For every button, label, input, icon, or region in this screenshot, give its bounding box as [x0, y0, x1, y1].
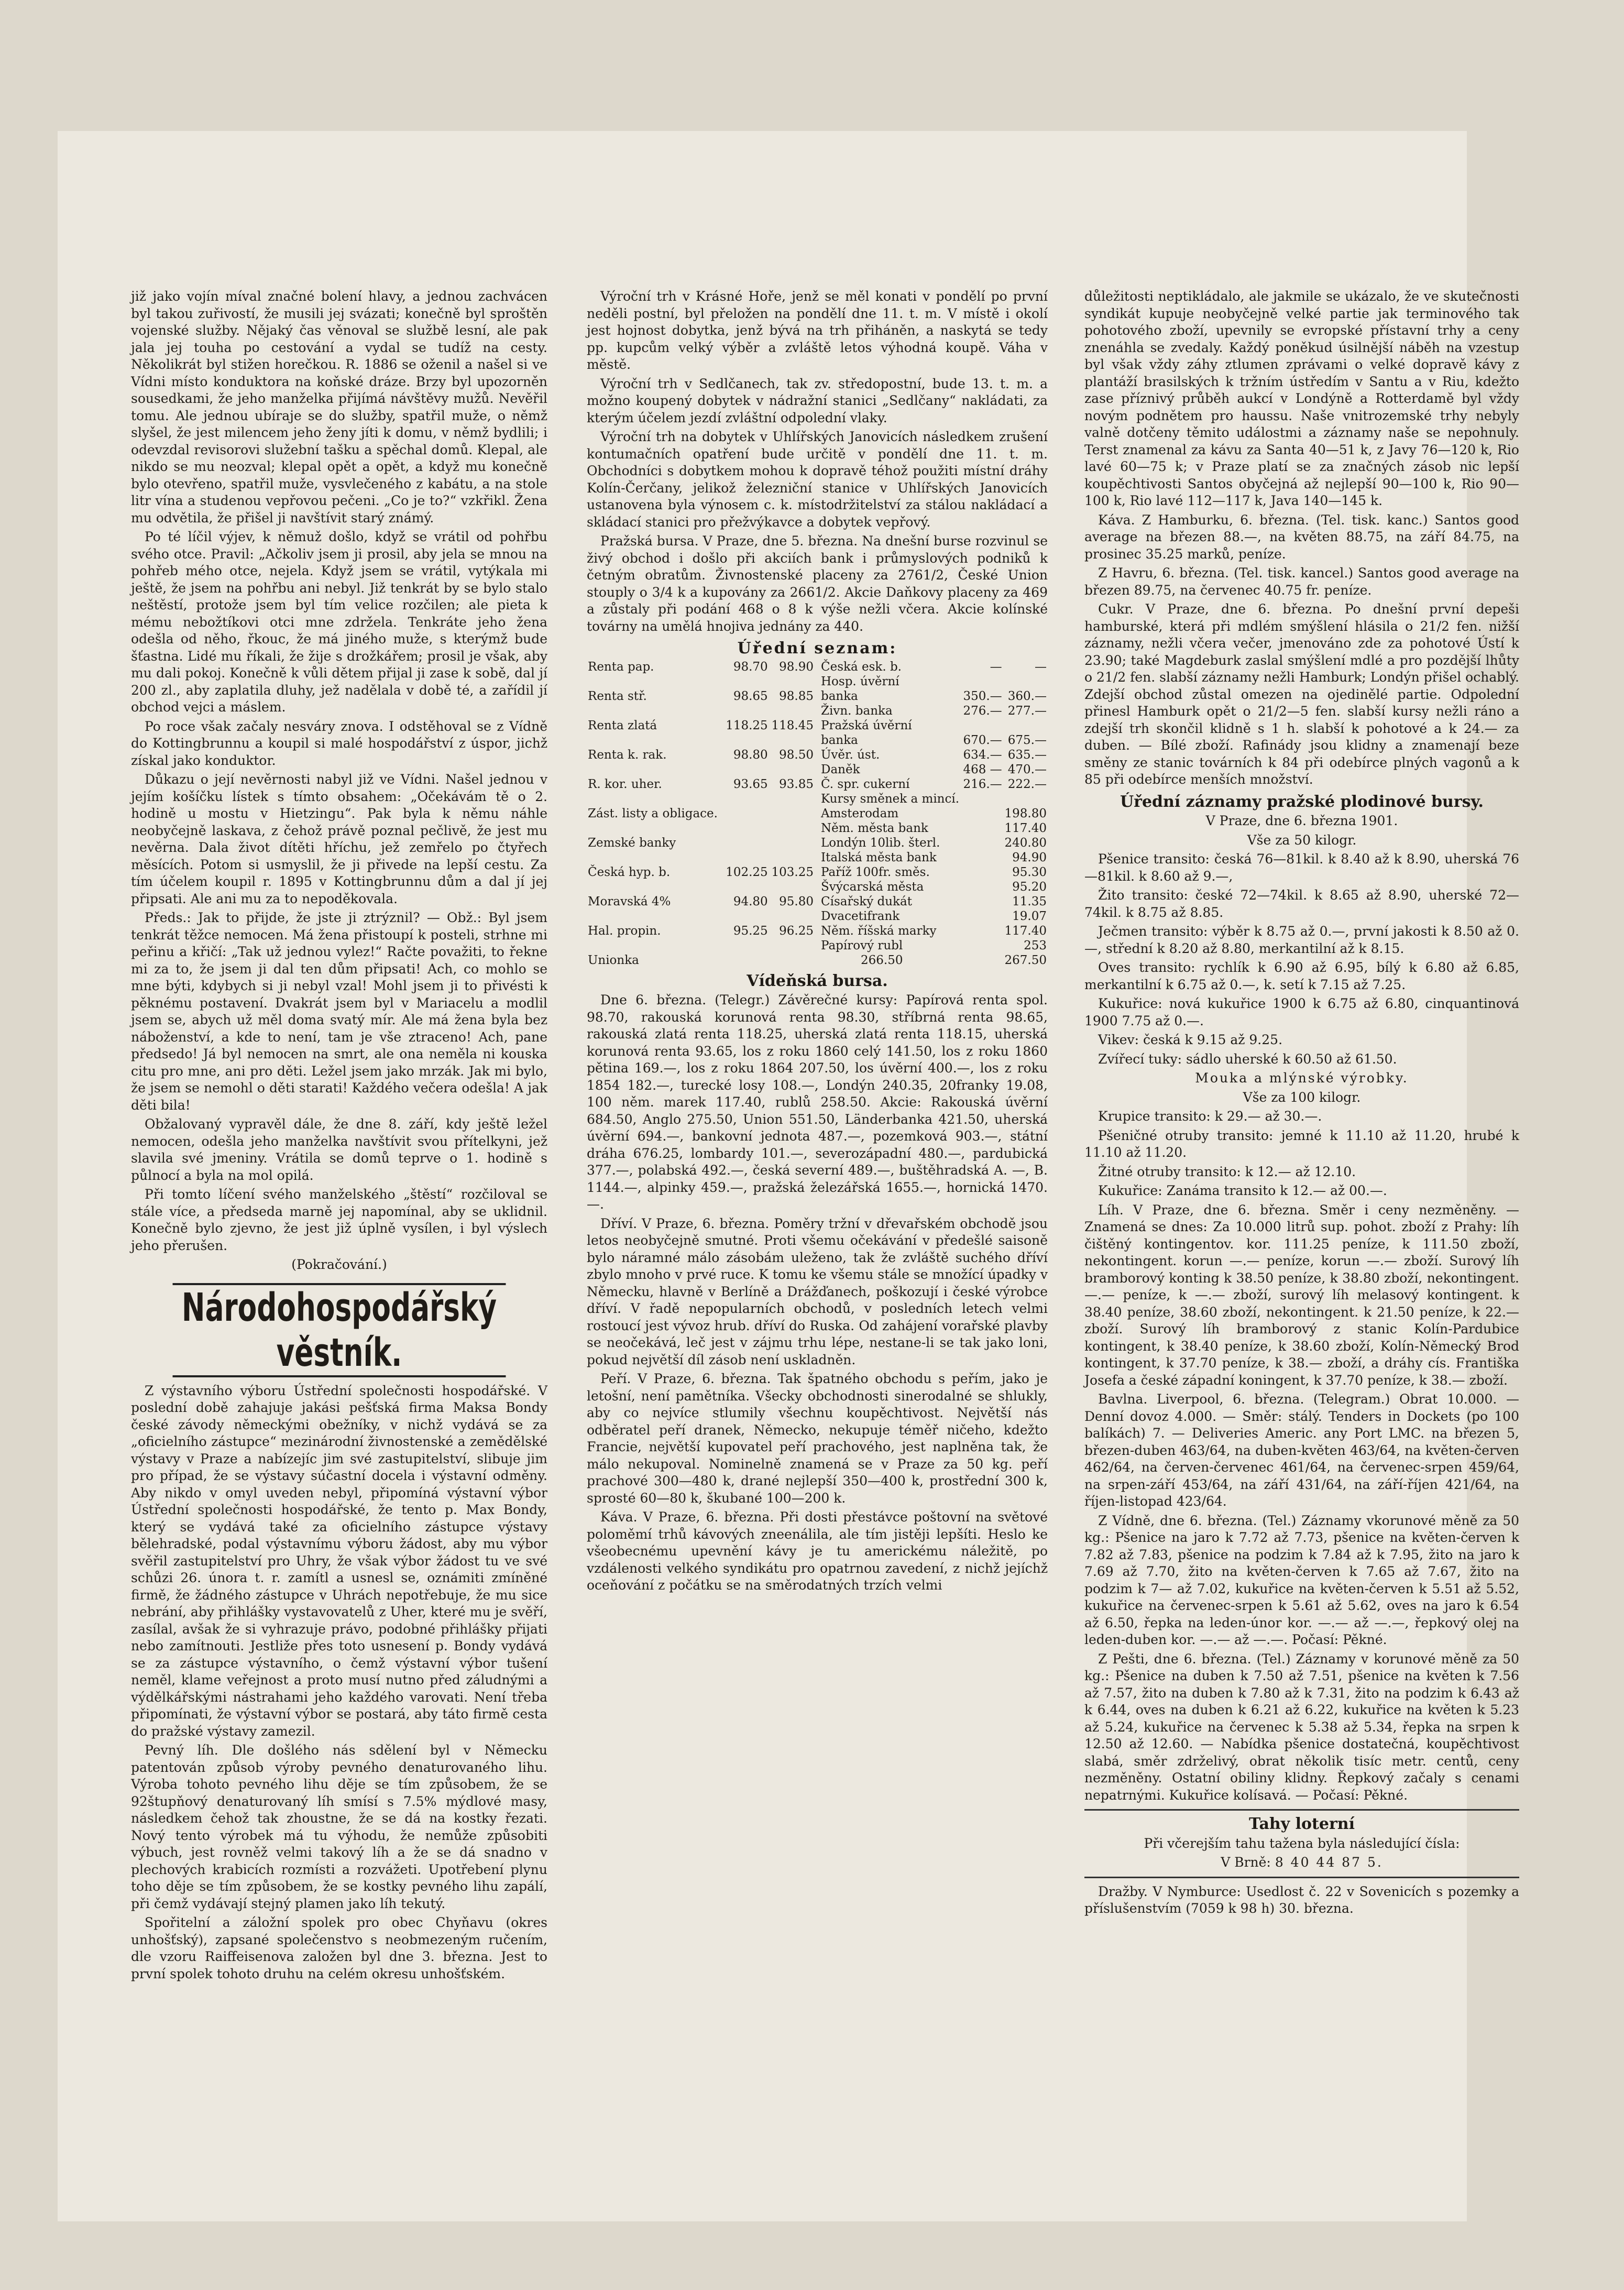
price-cell: 103.25 [771, 865, 814, 879]
price-cell: 634.— [963, 748, 1002, 762]
price-cell: Zemské banky [588, 836, 676, 850]
price-cell [962, 938, 1003, 953]
price-cell: 276.— [963, 704, 1002, 718]
price-row [820, 689, 1048, 704]
price-row [587, 836, 815, 865]
price-cell: Česká hyp. b. [588, 865, 671, 879]
price-cell: Kursy směnek a mincí. [821, 792, 960, 806]
price-cell [1003, 718, 1048, 733]
price-cell: 266.50 [861, 953, 903, 967]
price-row [820, 777, 1048, 792]
price-cell: 470.— [1007, 762, 1047, 776]
price-cell [962, 792, 1003, 806]
price-row [820, 938, 1048, 953]
price-cell: Živn. banka [821, 704, 893, 718]
column-2 [587, 288, 1048, 1596]
price-row [820, 704, 1048, 718]
price-cell: Hal. propin. [588, 924, 661, 938]
price-cell: Renta k. rak. [588, 748, 667, 762]
price-cell [962, 924, 1003, 938]
market-report: Z Havru, 6. března. (Tel. tisk. kancel.) Santos good average na březen 89.75, na červenec 40.75 fr. peníze. [1084, 565, 1519, 598]
price-cell [962, 865, 1003, 880]
price-row [587, 894, 815, 924]
price-cell: 95.30 [1012, 865, 1047, 879]
price-cell: Zást. listy a obligace. [588, 806, 718, 820]
price-cell: 118.45 [771, 718, 814, 732]
divider [1084, 1809, 1519, 1811]
stock-price-table [820, 660, 1048, 953]
price-cell [769, 806, 815, 836]
commodity-line: Žitné otruby transito: k 12.— až 12.10. [1098, 1164, 1356, 1179]
price-cell: 11.35 [1012, 894, 1047, 908]
market-report: Výroční trh v Sedlčanech, tak zv. středopostní, bude 13. t. m. a možno koupený dobytek v nádražní stanici „Sedlčany“ nakládati, za kterým účelem jezdí zvláštní odpolední vlaky. [587, 376, 1048, 425]
market-report: Káva. V Praze, 6. března. Při dosti přestávce poštovní na světové poloměmí trhů kávových zneenálila, ale tím jistěji lepšíti. Heslo ke všeobecnému upevnění kávy je tu americkému náležitě, po vzdálenosti velkého syndikátu pro opatrnou zavedení, z nichž jejíchž oceňování z počátku se na směrodatných trzích velmi [587, 1509, 1048, 1593]
price-row [587, 660, 815, 689]
auction-notice: Dražby. V Nymburce: Usedlost č. 22 v Sovenicích s pozemky a příslušenstvím (7059 k 98 h) 30. března. [1084, 1883, 1519, 1916]
price-cell: 277.— [1007, 704, 1047, 718]
price-cell: 95.20 [1012, 880, 1047, 894]
price-cell: 98.90 [779, 660, 814, 674]
market-report: Dříví. V Praze, 6. března. Poměry tržní v dřevařském obchodě jsou letos neobyčejně smutné. Proti všemu očekávání v předešlé saisoně bylo náramné málo zásobám uleženo, tak že zvláště suchého dříví zbylo mnoho v prvé ruce. K tomu ke všemu stále se množící úpadky v Německu, hlavně v Berlíně a Drážďanech, poškozují i české výrobce dříví. V řadě nepopularních obchodů, v posledních letech velmi rostoucí jest vývoz hrub. dříví do Ruska. Od zahájení vorařské plavby se neočekává, leč jest v zájmu trhu lépe, nestane-li se tak jako loni, pokud největší díl zásob není uskladněn. [587, 1215, 1048, 1367]
market-report: Bavlna. Liverpool, 6. března. (Telegram.) Obrat 10.000. — Denní dovoz 4.000. — Směr: stálý. Tenders in Dockets (po 100 balíkách) 7. — Deliveries Americ. any Port LMC. na březen 5, březen-duben 463/64, na duben-květen 463/64, na květen-červen 462/64, na červen-červenec 461/64, na červenec-srpen 459/64, na srpen-září 453/64, na září 431/64, na září-říjen 421/64, na říjen-listopad 423/64. [1084, 1391, 1519, 1509]
column-1 [131, 288, 547, 1985]
price-cell [962, 850, 1003, 865]
price-cell: Císařský dukát [821, 894, 912, 908]
price-cell: 267.50 [1004, 953, 1047, 967]
price-cell: 468 — [963, 762, 1002, 776]
price-row [587, 806, 815, 836]
price-row [820, 660, 1048, 674]
price-row [820, 718, 1048, 733]
price-cell [962, 909, 1003, 924]
lottery-numbers: 8 40 44 87 5. [1275, 1855, 1383, 1870]
price-row [820, 821, 1048, 836]
article-paragraph: Předs.: Jak to přijde, že jste ji ztrýznil? — Obž.: Byl jsem tenkrát těžce nemocen. Má žena přistoupí k posteli, strhne mi peřinu a křičí: „Tak už jednou vylez!“ Račte považiti, to řekne mi za to, že jsem ji dal ten dům připsati! Ach, co mohlo se mne býti, kdybych si ji nebyl vzal! Mohl jsem ji to přivésti k pěknému postavení. Dvakrát jsem byl v Mariacelu a modlil jsem se, abych už měl doma svatý mír. Ale má žena byla bez náboženství, a kde to není, tam je vše ztraceno! Ach, pane předsedo! Já byl nemocen na smrt, ale ona neměla ni kouska citu pro mne, ani pro děti. Ležel jsem jako mrzák. Jak mi bylo, že jsem se nemohl o děti starati! Každého večera odešla! A jak děti bila! [131, 910, 547, 1113]
price-cell: 253 [1024, 938, 1047, 952]
price-row [587, 689, 815, 718]
price-cell [1003, 674, 1048, 689]
price-cell [962, 836, 1003, 850]
price-row [587, 748, 815, 777]
market-report: Dne 6. března. (Telegr.) Závěrečné kursy: Papírová renta spol. 98.70, rakouská korunová renta 98.30, stříbrná renta 98.65, rakouská zlatá renta 118.25, uherská zlatá renta 118.15, uherská korunová renta 93.65, los z roku 1860 celý 141.50, los z roku 1860 pětina 169.—, los z roku 1864 207.50, los úvěrní 400.—, los z roku 1854 182.—, turecké losy 108.—, Londýn 240.35, 20franky 19.08, 100 něm. marek 117.40, rublů 258.50. Akcie: Rakouská úvěrní 684.50, Anglo 275.50, Union 551.50, Länderbanka 421.50, uherská úvěrní 694.—, bankovní jednota 487.—, pozemková 903.—, státní dráha 676.25, lombardy 101.—, severozápadní 480.—, pardubická 377.—, polabská 492.—, česká severní 489.—, buštěhradská A. —, B. 1144.—, alpinky 459.—, pražská železářská 1655.—, hornická 1470.—. [587, 992, 1048, 1212]
market-report: důležitosti neptikládalo, ale jakmile se ukázalo, že ve skutečnosti syndikát kupuje neobyčejně velké partie jak terminového tak pohotového zboží, upevnily se evropské přístavní trhy a ceny znenáhla se zvedaly. Každý poněkud úsilnější náběh na vzestup byl však vždy záhy ztlumen zprávami o velké dopravě kávy z plantáží brasilských k tržním ústředím v Santu a v Riu, kdežto zase příznivý průběh aukcí v Londýně a Rotterdamě byl vždy novým podnětem pro haussu. Naše vnitrozemské trhy nebyly valně dotčeny těmito událostmi a záznamy naše se nepohnuly. Terst znamenal za kávu za Santa 40—51 k, z Javy 76—120 k, Rio lavé 60—75 k; v Praze platí se za značných zásob nic lepší koupěchtivosti Santos obyčejná až nejlepší 90—100 k, Rio 90—100 k, Rio lavé 112—117 k, Java 140—145 k. [1084, 289, 1519, 508]
price-cell: Dvacetifrank [821, 909, 900, 923]
article-paragraph: Při tomto líčení svého manželského „štěstí“ rozčiloval se stále více, a předseda marně jej napomínal, aby se uklidnil. Konečně bylo zjevno, že jest již úplně vysílen, i byl výslech jeho přerušen. [131, 1187, 547, 1253]
market-date: V Praze, dne 6. března 1901. [1205, 813, 1398, 828]
newspaper-page [58, 131, 1519, 2221]
continued-note: (Pokračování.) [291, 1257, 387, 1272]
price-cell [962, 674, 1003, 689]
market-report: Z Pešti, dne 6. března. (Tel.) Záznamy v korunové měně za 50 kg.: Pšenice na duben k 7.50 až 7.51, pšenice na květen k 7.56 až 7.57, žito na duben k 7.80 až k 7.31, žito na podzim k 6.43 až k 6.44, oves na duben k 6.21 až 6.22, kukuřice na květen k 5.23 až 5.24, kukuřice na červenec k 5.38 až 5.34, řepka na srpen k 12.50 až 12.60. — Nabídka pšenice dostatečná, koupěchtivost slabá, směr zdrželivý, obrat několik tisíc metr. centů, ceny nezměněny. Ostatní obiliny klidny. Řepkový začaly s cenami nepatrnými. Kukuřice kolísavá. — Počasí: Pěkné. [1084, 1651, 1519, 1803]
lottery-title: Tahy loterní [1249, 1815, 1355, 1833]
price-cell: Italská města bank [821, 850, 937, 864]
price-row [587, 777, 815, 806]
price-cell: 95.25 [733, 924, 768, 938]
price-row [820, 909, 1048, 924]
price-row [820, 836, 1048, 850]
price-cell: Unionka [588, 953, 639, 967]
price-cell [769, 836, 815, 865]
price-row [820, 762, 1048, 777]
article-paragraph: Po té líčil výjev, k němuž došlo, když se vrátil od pohřbu svého otce. Pravil: „Ačkoliv jsem ji prosil, aby jela se mnou na pohřeb mého otce, nejela. Když jsem se vrátil, vytýkala mi ještě, že jsem na pohřbu ani nebyl. Již tenkrát by se bylo stalo neštěstí, protože jsem byl tím velice rozčilen; ale pieta k mému nebožtíkovi otci mne zdržela. Tenkráte jeho žena odešla od něho, řkouc, že má jiného muže, s kterýmž bude šťastna. Lidé mu říkali, že žije s drožkářem; prosil je však, aby mu dali pokoj. Konečně k vůli dětem přijal ji zase k sobě, dal jí 200 zl., aby zaplatila dluhy, jež nadělala v době té, a zařídil jí obchod vejci a máslem. [131, 529, 547, 715]
price-cell: Renta zlatá [588, 718, 657, 732]
price-cell: 94.90 [1012, 850, 1047, 864]
commodity-line: Pšeničné otruby transito: jemné k 11.10 až 11.20, hrubé k 11.10 až 11.20. [1084, 1127, 1519, 1160]
price-cell: Úvěr. úst. [821, 748, 880, 762]
price-row [820, 880, 1048, 894]
article-paragraph: Důkazu o její nevěrnosti nabyl již ve Vídni. Našel jednou v jejím košíčku lístek s tímto obsahem: „Očekávám tě o 2. hodině u mostu v Hietzingu“. Pak byla k němu náhle neobyčejně laskava, z čehož právě poznal pečlivě, že jest mu nevěrna. Dala život dítěti hříchu, jež zemřelo po čtyřech měsících. Potom si usmyslil, že ji přivede na lepší cestu. Za tím účelem koupil r. 1895 v Kottingbrunnu dům a dal jí jej připsati. Ale ani mu za to nepoděkovala. [131, 772, 547, 906]
price-cell: Moravská 4% [588, 894, 671, 908]
official-list-title: Úřední seznam: [737, 639, 897, 658]
market-report: Káva. Z Hamburku, 6. března. (Tel. tisk. kanc.) Santos good average na březen 88.—, na květen 88.75, na září 84.75, na prosinec 35.25 marků, peníze. [1084, 512, 1519, 562]
price-row [820, 674, 1048, 689]
price-cell [962, 821, 1003, 836]
price-cell: 96.25 [779, 924, 814, 938]
flour-title: Mouka a mlýnské výrobky. [1195, 1070, 1409, 1086]
market-report: Z Vídně, dne 6. března. (Tel.) Záznamy vkorunové měně za 50 kg.: Pšenice na jaro k 7.72 až 7.73, pšenice na květen-červen k 7.82 až 7.83, pšenice na podzim k 7.84 až k 7.95, žito na jaro k 7.69 až 7.70, žito na květen-červen k 7.65 až 7.67, žito na podzim k 7— až 7.02, kukuřice na květen-červen k 5.51 až 5.52, kukuřice na červenec-srpen k 5.61 až 5.62, oves na jaro k 6.54 až 6.50, řepka na leden-únor kor. —.— až —.—, řepkový olej na leden-duben kor. —.— až —.—. Počasí: Pěkné. [1084, 1513, 1519, 1647]
price-cell: Švýcarská města [821, 880, 924, 894]
price-cell: Paříž 100fr. směs. [821, 865, 930, 879]
price-cell: Hosp. úvěrní [821, 674, 899, 688]
price-cell: 118.25 [726, 718, 768, 732]
price-row [820, 850, 1048, 865]
price-cell: R. kor. uher. [588, 777, 662, 791]
price-row [820, 806, 1048, 821]
column-3 [1084, 288, 1519, 1920]
price-row [820, 733, 1048, 748]
commodity-line: Krupice transito: k 29.— až 30.—. [1098, 1109, 1322, 1124]
price-cell: banka [821, 733, 858, 747]
commodity-exchange-title: Úřední záznamy pražské plodinové bursy. [1120, 792, 1484, 811]
commodity-line: Kukuřice: nová kukuřice 1900 k 6.75 až 6.80, cinquantinová 1900 7.75 až 0.—. [1084, 996, 1519, 1028]
price-cell: 216.— [963, 777, 1002, 791]
price-cell: 93.85 [779, 777, 814, 791]
price-cell: Něm. říšská marky [821, 924, 937, 938]
price-cell: Pražská úvěrní [821, 718, 912, 732]
commodity-line: Žito transito: české 72—74kil. k 8.65 až 8.90, uherské 72—74kil. k 8.75 až 8.85. [1084, 887, 1519, 920]
price-cell: 94.80 [733, 894, 768, 908]
price-cell: 98.80 [733, 748, 768, 762]
price-cell: 350.— [963, 689, 1002, 703]
vienna-bourse-title: Vídeňská bursa. [747, 971, 888, 990]
price-cell: 93.65 [733, 777, 768, 791]
price-row [820, 792, 1048, 806]
price-cell: — [1035, 660, 1047, 674]
commodity-line: Ječmen transito: výběr k 8.75 až 0.—, první jakosti k 8.50 až 0.—, střední k 8.20 až 8.80, merkantilní až k 8.15. [1084, 924, 1519, 956]
price-cell: banka [821, 689, 858, 703]
price-cell [962, 880, 1003, 894]
lottery-city: V Brně: [1221, 1855, 1271, 1870]
price-cell: 95.80 [779, 894, 814, 908]
price-cell: Renta stř. [588, 689, 647, 703]
market-report: Peří. V Praze, 6. března. Tak špatného obchodu s peřím, jako je letošní, není pamětníka. Všecky obchodnosti sinerodalné se shlukly, aby co nejvíce stlumily všechnu koupěchtivost. Největší nás odběratel peří dranek, Německo, nekupuje téměř ničeho, kdežto Francie, největší kupovatel peří prachového, jest naplněna tak, že málo nekupoval. Nominelně znamená se v Praze za 50 kg. peří prachové 300—480 k, drané nejlepší 350—400 k, prostřední 300 k, sprosté 60—80 k, škubané 100—200 k. [587, 1371, 1048, 1506]
divider [1084, 1877, 1519, 1878]
market-report: Výroční trh v Krásné Hoře, jenž se měl konati v pondělí po první neděli postní, byl přeložen na pondělí dne 11. t. m. V místě i okolí jest hojnost dobytka, jenž bývá na trh přiháněn, a naskytá se tedy pp. kupcům velký výběr a zvláště letos výhodná koupě. Váha v městě. [587, 289, 1048, 372]
price-cell: 670.— [963, 733, 1002, 747]
price-cell [1003, 792, 1048, 806]
price-cell: Renta pap. [588, 660, 654, 674]
price-cell [723, 836, 769, 865]
unionka-row [587, 953, 1048, 968]
market-report: Výroční trh na dobytek v Uhlířských Janovicích následkem zrušení kontumačních opatření bude určitě v pondělí dne 11. t. m. Obchodníci s dobytkem mohou k dopravě téhož použiti místní dráhy Kolín-Čerčany, jelikož železniční stanice v Uhlířských Janovicích ustanovena byla výnosem c. k. místodržitelství za stálou nakládací a skládací stanici pro přežvýkavce a dobytek vepřový. [587, 429, 1048, 530]
price-cell [962, 806, 1003, 821]
price-cell: Něm. města bank [821, 821, 928, 835]
price-cell: Amsterodam [821, 806, 899, 820]
article-paragraph: Pevný líh. Dle došlého nás sdělení byl v Německu patentován způsob výroby pevného denaturovaného lihu. Výroba tohoto pevného lihu děje se tím způsobem, že se 92štupňový denaturovaný líh smísí s 7.5% mýdlové masy, následkem čehož tak zhoustne, že se dá na kostky řezati. Nový tento výrobek má tu výhodu, že nemůže způsobiti výbuch, jest rovněž velmi takový líh a že se dá snadno v plechových krabicích rozmísti a rozvážeti. Upotřebení plynu toho děje se tím způsobem, že se kostky pevného lihu zapálí, při čemž vydávají stejný plamen jako líh tekutý. [131, 1743, 547, 1911]
commodity-line: Zvířecí tuky: sádlo uherské k 60.50 až 61.50. [1098, 1051, 1397, 1067]
article-paragraph: Po roce však začaly nesváry znova. I odstěhoval se z Vídně do Kottingbrunnu a koupil si malé hospodářství z úspor, jichž získal jako konduktor. [131, 718, 547, 768]
price-cell [962, 718, 1003, 733]
market-unit: Vše za 50 kilogr. [1247, 832, 1357, 848]
commodity-line: Kukuřice: Zanáma transito k 12.— až 00.—. [1098, 1183, 1387, 1198]
price-row [820, 924, 1048, 938]
price-cell: 222.— [1007, 777, 1047, 791]
price-cell: 19.07 [1012, 909, 1047, 923]
lottery-text: Při včerejším tahu tažena byla následující čísla: [1144, 1835, 1460, 1851]
price-row [587, 718, 815, 748]
price-cell: Č. spr. cukerní [821, 777, 910, 791]
price-cell [723, 806, 769, 836]
price-cell: 98.85 [779, 689, 814, 703]
commodity-line: Vikev: česká k 9.15 až 9.25. [1098, 1032, 1283, 1047]
article-paragraph: již jako vojín míval značné bolení hlavy, a jednou zachvácen byl takou zuřivostí, že musili jej svázati; konečně byl sproštěn vojenské služby. Nějaký čas věnoval se službě lesní, ale pak jala jej touha po cestování a vydal se tudíž na cesty. Několikrát byl stižen horečkou. R. 1886 se oženil a našel si ve Vídni místo konduktora na koňské dráze. Brzy byl upozorněn sousedkami, že jeho manželka přijímá návštěvy mužů. Nevěřil tomu. Ale jednou ubíraje se do služby, spatřil muže, o němž slyšel, že jest milencem jeho ženy jíti k domu, v němž bydlili; i odevzdal revisorovi služební tašku a spěchal domů. Klepal, ale nikdo se mu neozval; klepal opět a opět, a když mu konečně bylo otevřeno, spatřil muže, vysvlečeného z kabátu, a na stole litr vína a studenou vepřovou pečeni. „Co je to?“ vzkřikl. Žena mu odvětila, že přišel ji navštívit starý známý. [131, 289, 547, 525]
price-row [587, 924, 815, 953]
market-report: Pražská bursa. V Praze, dne 5. března. Na dnešní burse rozvinul se živý obchod i došlo při akciích bank i průmyslových podniků k četným obratům. Živnostenské placeny za 2761/2, České Union stouply o 3/4 k a kupovány za 2661/2. Akcie Daňkovy placeny za 469 a zůstaly při podání 468 o 8 k výše nežli včera. Akcie kolínské továrny na umělá hnojiva jednány za 440. [587, 533, 1048, 634]
price-cell: 117.40 [1004, 924, 1047, 938]
price-tables [587, 660, 1048, 953]
price-cell: 675.— [1007, 733, 1047, 747]
price-row [820, 748, 1048, 762]
price-cell: 635.— [1007, 748, 1047, 762]
section-masthead: Národohospodářský věstník. [173, 1283, 506, 1377]
price-cell: Česká esk. b. [821, 660, 902, 674]
price-row [587, 865, 815, 894]
price-cell: Papírový rubl [821, 938, 903, 952]
price-cell: 240.80 [1004, 836, 1047, 850]
bond-price-table [587, 660, 815, 953]
price-cell [962, 894, 1003, 909]
market-report: Líh. V Praze, dne 6. března. Směr i ceny nezměněny. — Znamená se dnes: Za 10.000 litrů sup. pohot. zboží z Prahy: líh čištěný kontingentov. kor. 111.25 peníze, k 111.50 zboží, nekontingent. korun —.— peníze, korun —.— zboží. Surový líh bramborový konting k 38.50 peníze, k 38.80 zboží, nekontingent. —.— peníze, k —.— zboží, surový líh melasový kontingent. k 38.40 peníze, 38.60 zboží, nekontingent. k 21.50 peníze, k 22.— zboží. Surový líh bramborový z stanic Kolín-Pardubice kontingent, k 38.40 peníze, k 38.60 zboží, Kolín-Německý Brod kontingent, k 37.70 peníze, k 38.— zboží, a dráhy cís. Františka Josefa a české západní koningent, k 37.70 peníze, k 38.— zboží. [1084, 1202, 1519, 1388]
price-cell: 102.25 [726, 865, 768, 879]
price-cell: Daněk [821, 762, 860, 776]
article-paragraph: Spořitelní a záložní spolek pro obec Chyňavu (okres unhošťský), zapsané společenstvo s neobmezeným ručením, dle vzoru Raiffeisenova založen byl dne 3. března. Jest to první spolek tohoto druhu na celém okresu unhošťském. [131, 1915, 547, 1981]
price-cell: — [990, 660, 1002, 674]
commodity-line: Oves transito: rychlík k 6.90 až 6.95, bílý k 6.80 až 6.85, merkantilní k 6.75 až 0.—, k. setí k 7.15 až 7.25. [1084, 960, 1519, 992]
price-cell: 98.70 [733, 660, 768, 674]
article-paragraph: Obžalovaný vypravěl dále, že dne 8. září, kdy ještě ležel nemocen, odešla jeho manželka navštívit svou přítelkyni, jež slavila své jmeniny. Vrátila se domů teprve o 1. hodině s půlnocí a byla na mol opilá. [131, 1116, 547, 1183]
price-cell: 98.50 [779, 748, 814, 762]
price-cell: 98.65 [733, 689, 768, 703]
price-row [820, 894, 1048, 909]
article-paragraph: Z výstavního výboru Ústřední společnosti hospodářské. V poslední době zahajuje jakási pešťská firma Maksa Bondy české závody německými obežníky, v nichž vydává se za „oficielního zástupce“ mezinárodní živnostenské a zemědělské výstavy v Praze a nabízejíc jim své zastupitelství, slibuje jim pro případ, že se výstavy súčastní docela i výstavní odměny. Aby nikdo v omyl uveden nebyl, připomíná výstavní výbor Ústřední společnosti hospodářské, že tento p. Max Bondy, který se vydává také za oficielního zástupce výstavy bělehradské, podal výstavnímu výboru žádost, aby mu výbor svěřil zastupitelství pro Uhry, že však výbor žádost tu ve své schůzi 26. února t. r. zamítl a usnesl se, oznámiti zmíněné firmě, že žádného zástupce v Uhrách nepotřebuje, že mu sice nebrání, aby přihlášky vystavovatelů z Uher, které mu je svěří, zasílal, avšak že si vyhrazuje právo, podobné přihlášky přijati nebo zamítnouti. Jestliže přes toto usnesení p. Bondy vydává se za zástupce výstavního, o čemž výstavní výbor tušení neměl, klame veřejnost a proto musí nutno před záludnými a výdělkářskými nástrahami jeho každého varovati. Není třeba připomínati, že výstavní výbor se postará, aby táto firmě cesta do pražské výstavy zamezil. [131, 1383, 547, 1739]
price-cell: 117.40 [1004, 821, 1047, 835]
price-cell: 360.— [1007, 689, 1047, 703]
price-cell: Londýn 10lib. šterl. [821, 836, 940, 850]
price-row [820, 865, 1048, 880]
lottery-result [1084, 1854, 1519, 1871]
flour-unit: Vše za 100 kilogr. [1243, 1089, 1361, 1105]
price-cell: 198.80 [1004, 806, 1047, 820]
commodity-line: Pšenice transito: česká 76—81kil. k 8.40 až k 8.90, uherská 76—81kil. k 8.60 až 9.—, [1084, 851, 1519, 884]
market-report: Cukr. V Praze, dne 6. března. Po dnešní první depeši hamburské, která při mdlém smýšlení hlásila o 21/2 fen. nižší záznamy, nežli včera večer, jmenováno zde za pohotové Ústí k 23.90; také Magdeburk zaslal smýšlení mdlé a pro pozdější lhůty o 21/2 fen. slabší záznamy nežli Hamburk; Londýn přišel ochablý. Zdejší obchod zůstal omezen na ojedinělé partie. Odpolední přinesl Hamburk opět o 21/2—5 fen. slabší kursy nežli ráno a zdejší trh skončil klidně s 1 h. slabší k pohotové a k 24.— za duben. — Bílé zboží. Rafinády jsou klidny a znamenají beze směny ze stanic továrních k 84 při odebírce plných vagonů a k 85 při odebírce menších množství. [1084, 601, 1519, 787]
